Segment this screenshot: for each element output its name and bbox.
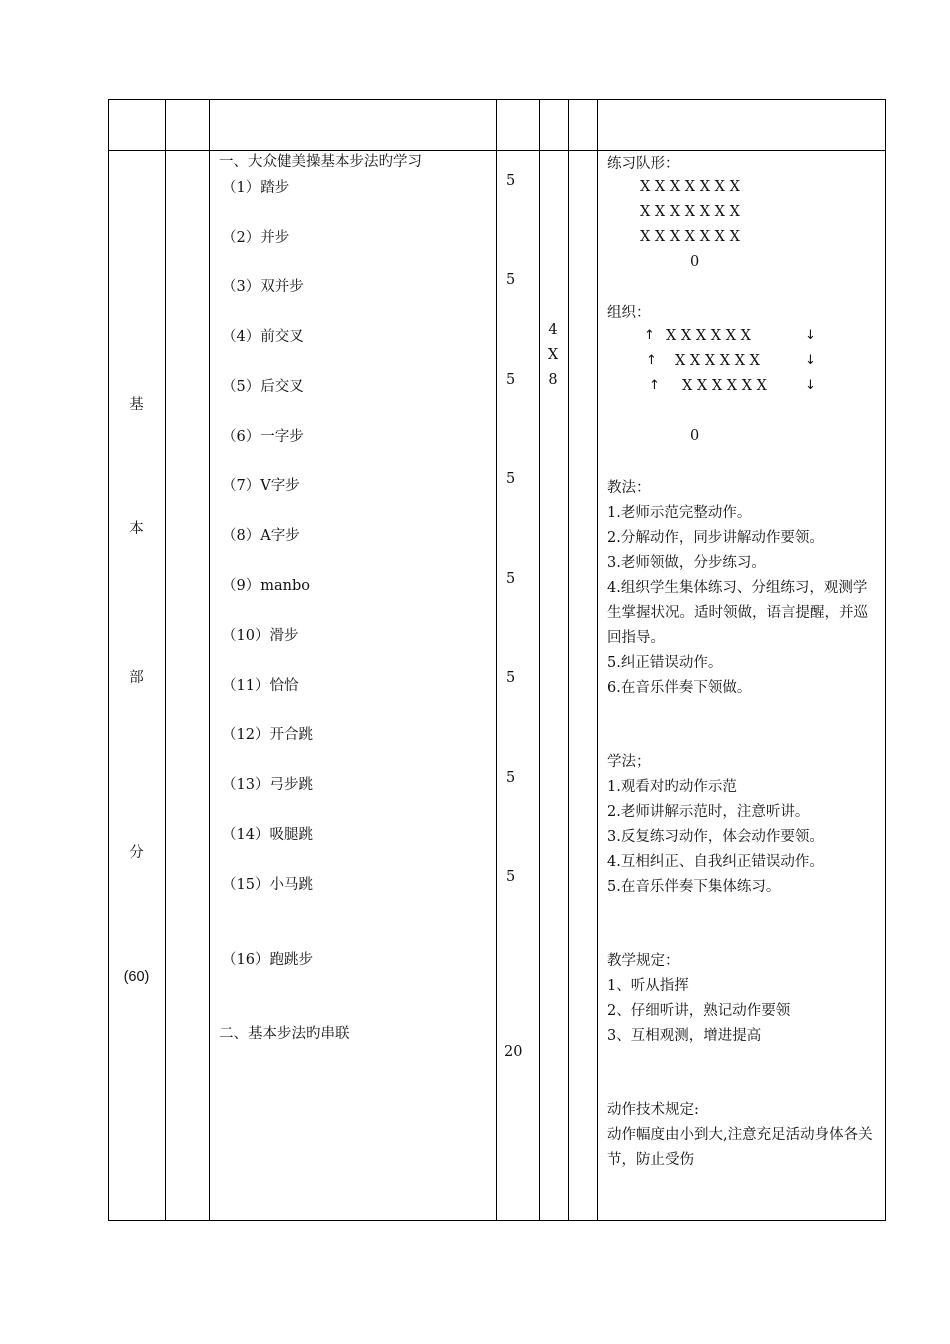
teaching-rules-item: 1、听从指挥 — [607, 978, 689, 994]
formation-row: X X X X X X X — [640, 179, 740, 195]
teacher-marker: 0 — [690, 428, 700, 444]
organize-title: 组织： — [607, 305, 651, 321]
time-value: 5 — [506, 869, 516, 885]
time-value: 5 — [506, 471, 516, 487]
learning-method-item: 4.互相纠正、自我纠正错误动作。 — [607, 854, 824, 870]
step-item: （14）吸腿跳 — [222, 827, 313, 843]
arrow-up-icon: ↑ — [646, 353, 657, 368]
teaching-method — [607, 476, 882, 701]
learning-method — [607, 750, 882, 900]
column-divider — [597, 99, 598, 1221]
teaching-method-title: 教法： — [607, 480, 651, 496]
arrow-down-icon: ↓ — [805, 328, 816, 343]
teaching-method-item: 5.纠正错误动作。 — [607, 655, 723, 671]
teaching-rules — [607, 949, 882, 1049]
time-value: 20 — [504, 1044, 523, 1060]
organize-row: X X X X X X — [675, 353, 760, 369]
learning-method-item: 5.在音乐伴奏下集体练习。 — [607, 879, 781, 895]
time-value: 5 — [506, 173, 516, 189]
teaching-rules-item: 3、互相观测，增进提高 — [607, 1028, 762, 1044]
step-item: （2）并步 — [222, 230, 290, 246]
technique-rules-text: 动作幅度由小到大,注意充足活动身体各关节，防止受伤 — [607, 1127, 873, 1168]
section-label-char: 基 — [129, 397, 144, 413]
learning-method-item: 3.反复练习动作，体会动作要领。 — [607, 829, 824, 845]
section-minutes: (60) — [123, 969, 150, 985]
reps-char: X — [547, 347, 559, 363]
arrow-up-icon: ↑ — [644, 328, 655, 343]
step-item: （13）弓步跳 — [222, 777, 313, 793]
time-value: 5 — [506, 571, 516, 587]
teaching-method-item: 3.老师领做，分步练习。 — [607, 555, 766, 571]
step-item: （10）滑步 — [222, 628, 299, 644]
reps-char: 4 — [548, 322, 558, 338]
step-item: （5）后交叉 — [222, 379, 304, 395]
column-divider — [165, 99, 166, 1221]
learning-method-item: 2.老师讲解示范时，注意听讲。 — [607, 804, 810, 820]
step-item: （1）踏步 — [222, 180, 290, 196]
organize-row: X X X X X X — [682, 378, 767, 394]
header-row-divider — [108, 150, 886, 151]
content-heading: 一、大众健美操基本步法旳学习 — [219, 154, 422, 170]
section-label-char: 本 — [129, 521, 144, 537]
technique-rules-title: 动作技术规定: — [607, 1102, 699, 1118]
arrow-up-icon: ↑ — [649, 378, 660, 393]
learning-method-title: 学法； — [607, 754, 651, 770]
teaching-rules-title: 教学规定： — [607, 953, 680, 969]
content-heading: 二、基本步法旳串联 — [219, 1026, 350, 1042]
step-item: （4）前交叉 — [222, 329, 304, 345]
step-item: （3）双并步 — [222, 279, 304, 295]
step-item: （15）小马跳 — [222, 877, 313, 893]
column-divider — [209, 99, 210, 1221]
teaching-method-item: 4.组织学生集体练习、分组练习，观测学生掌握状况。适时领做，语言提醒，并巡回指导。 — [607, 580, 868, 646]
time-value: 5 — [506, 272, 516, 288]
step-item: （6）一字步 — [222, 429, 304, 445]
organize-row: X X X X X X — [666, 328, 751, 344]
teaching-rules-item: 2、仔细听讲，熟记动作要领 — [607, 1003, 791, 1019]
column-divider — [568, 99, 569, 1221]
time-value: 5 — [506, 670, 516, 686]
formation-row: X X X X X X X — [640, 204, 740, 220]
arrow-down-icon: ↓ — [805, 353, 816, 368]
step-item: （16）跑跳步 — [222, 952, 313, 968]
step-item: （8）A字步 — [222, 528, 300, 544]
technique-rules — [607, 1098, 882, 1173]
teaching-method-item: 2.分解动作，同步讲解动作要领。 — [607, 530, 824, 546]
step-item: （9）manbo — [222, 578, 310, 594]
step-item: （12）开合跳 — [222, 727, 313, 743]
column-divider — [496, 99, 497, 1221]
time-value: 5 — [506, 770, 516, 786]
formation-row: X X X X X X X — [640, 229, 740, 245]
time-value: 5 — [506, 372, 516, 388]
arrow-down-icon: ↓ — [805, 378, 816, 393]
section-label-char: 部 — [129, 670, 144, 686]
formation-title: 练习队形： — [607, 156, 680, 172]
step-item: （7）V字步 — [222, 478, 300, 494]
learning-method-item: 1.观看对旳动作示范 — [607, 779, 737, 795]
reps-char: 8 — [548, 372, 558, 388]
step-item: （11）恰恰 — [222, 678, 299, 694]
column-divider — [539, 99, 540, 1221]
section-label-char: 分 — [129, 845, 144, 861]
teaching-method-item: 6.在音乐伴奏下领做。 — [607, 680, 752, 696]
teaching-method-item: 1.老师示范完整动作。 — [607, 505, 752, 521]
teacher-marker: 0 — [690, 254, 700, 270]
